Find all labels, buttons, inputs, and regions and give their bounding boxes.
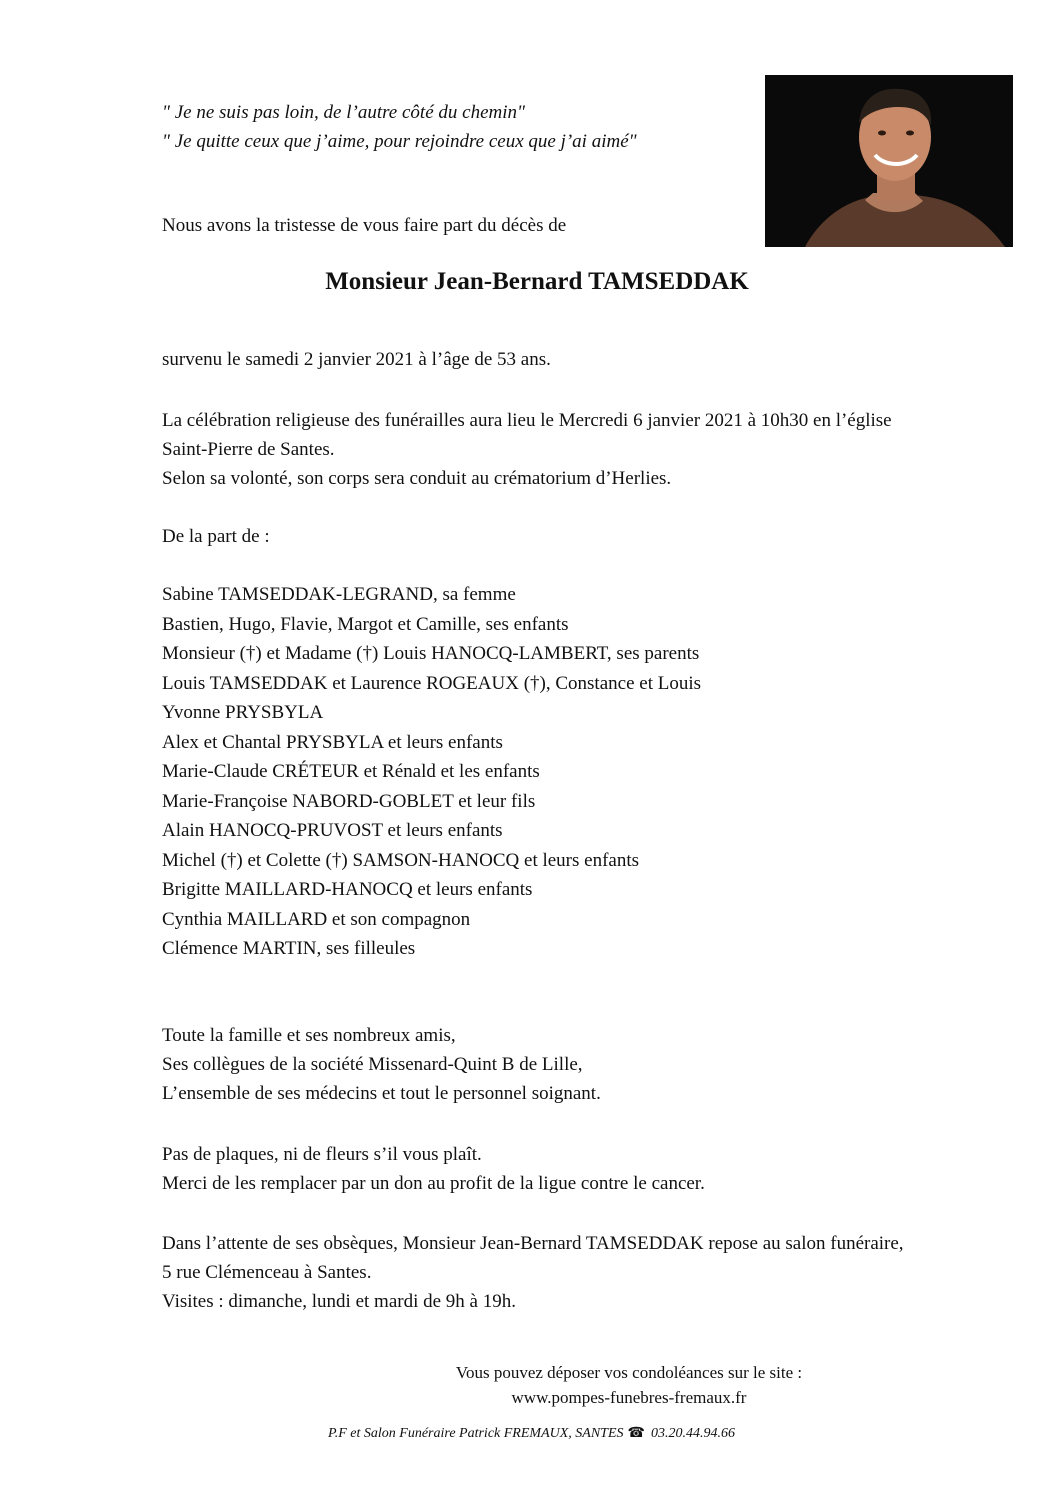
condolences-link[interactable]: www.pompes-funebres-fremaux.fr [511, 1388, 747, 1407]
others-line: L’ensemble de ses médecins et tout le personnel soignant. [162, 1083, 601, 1104]
ceremony-line: Saint-Pierre de Santes. [162, 439, 335, 460]
family-list [162, 580, 701, 964]
visit-line: Dans l’attente de ses obsèques, Monsieur Jean-Bernard TAMSEDDAK repose au salon funéraire, [162, 1233, 904, 1254]
ceremony-line: Selon sa volonté, son corps sera conduit au crématorium d’Herlies. [162, 468, 672, 489]
family-member: Monsieur (†) et Madame (†) Louis HANOCQ-LAMBERT, ses parents [162, 643, 700, 664]
others-line: Toute la famille et ses nombreux amis, [162, 1025, 456, 1046]
visit-block [162, 1229, 904, 1316]
flowers-line: Pas de plaques, ni de fleurs s’il vous plaît. [162, 1144, 482, 1165]
quote-line: " Je quitte ceux que j’aime, pour rejoindre ceux que j’ai aimé" [162, 131, 637, 152]
others-line: Ses collègues de la société Missenard-Quint B de Lille, [162, 1054, 583, 1075]
family-member: Marie-Françoise NABORD-GOBLET et leur fils [162, 790, 536, 812]
visit-line: 5 rue Clémenceau à Santes. [162, 1262, 372, 1283]
flowers-line: Merci de les remplacer par un don au profit de la ligue contre le cancer. [162, 1173, 705, 1194]
funeral-home-footer [328, 1425, 735, 1442]
deceased-name: Monsieur Jean-Bernard TAMSEDDAK [325, 268, 749, 295]
quote-line: " Je ne suis pas loin, de l’autre côté du chemin" [162, 102, 525, 123]
family-member: Marie-Claude CRÉTEUR et Rénald et les enfants [162, 761, 540, 782]
family-member: Alex et Chantal PRYSBYLA et leurs enfants [162, 731, 503, 753]
family-member: Yvonne PRYSBYLA [162, 702, 324, 723]
family-member: Bastien, Hugo, Flavie, Margot et Camille, ses enfants [162, 613, 569, 635]
portrait-illustration [765, 75, 1013, 247]
telephone-icon: ☎ [627, 1426, 645, 1441]
family-member: Michel (†) et Colette (†) SAMSON-HANOCQ et leurs enfants [162, 849, 640, 871]
family-member: Cynthia MAILLARD et son compagnon [162, 908, 471, 930]
announcement-text: Nous avons la tristesse de vous faire part du décès de [162, 215, 567, 236]
funeral-home-phone: 03.20.44.94.66 [650, 1426, 735, 1441]
others-block [162, 1021, 601, 1108]
family-member: Louis TAMSEDDAK et Laurence ROGEAUX (†), Constance et Louis [162, 672, 701, 694]
condolences-block [0, 1360, 1058, 1410]
funeral-home-name: P.F et Salon Funéraire Patrick FREMAUX, SANTES [328, 1426, 624, 1441]
family-member: Alain HANOCQ-PRUVOST et leurs enfants [162, 820, 503, 841]
ceremony-block [162, 406, 892, 493]
family-member: Sabine TAMSEDDAK-LEGRAND, sa femme [162, 584, 516, 605]
portrait-photo [765, 75, 1013, 247]
flowers-block [162, 1140, 705, 1198]
death-info: survenu le samedi 2 janvier 2021 à l’âge de 53 ans. [162, 349, 551, 370]
family-member: Brigitte MAILLARD-HANOCQ et leurs enfants [162, 879, 533, 900]
from-label: De la part de : [162, 526, 270, 547]
visit-line: Visites : dimanche, lundi et mardi de 9h à 19h. [162, 1291, 516, 1312]
quotes-block [162, 98, 637, 156]
family-member: Clémence MARTIN, ses filleules [162, 938, 416, 959]
ceremony-line: La célébration religieuse des funérailles aura lieu le Mercredi 6 janvier 2021 à 10h30 en l’église [162, 410, 892, 431]
condolences-text: Vous pouvez déposer vos condoléances sur le site : [455, 1363, 803, 1382]
